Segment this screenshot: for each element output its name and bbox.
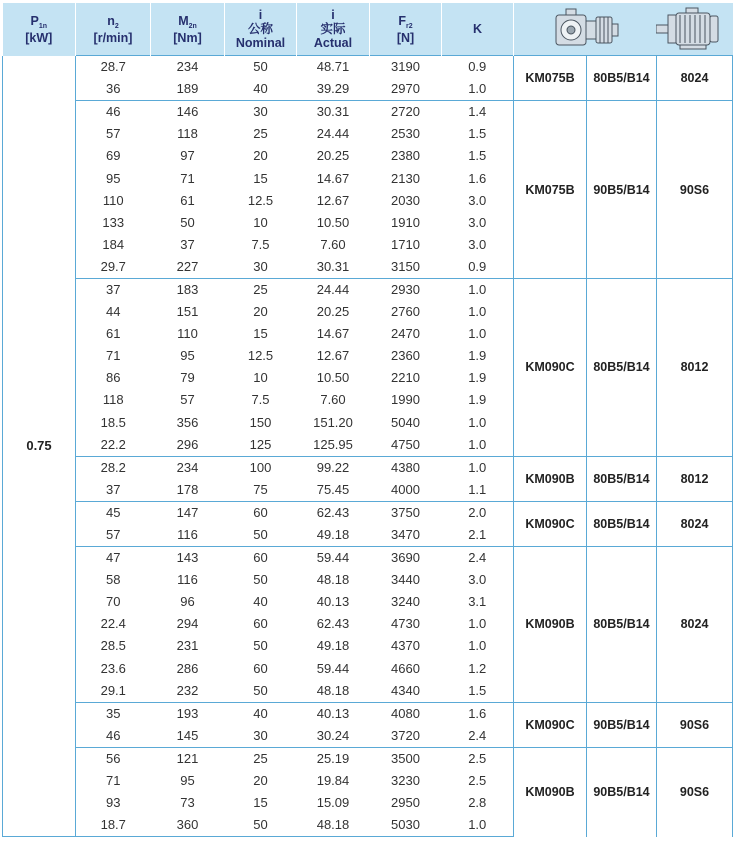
torque-cell: 73 — [180, 795, 195, 811]
service-factor-cell: 2.8 — [468, 795, 487, 811]
speed-cell: 45 — [76, 501, 151, 524]
torque-cell: 110 — [177, 326, 198, 342]
service-factor-cell: 1.0 — [468, 414, 487, 430]
ratio-nominal-cell: 40 — [253, 81, 268, 97]
torque-cell: 116 — [177, 527, 198, 543]
service-factor-cell: 1.0 — [442, 278, 514, 301]
radial-load-cell: 2970 — [391, 81, 420, 97]
speed-cell: 18.7 — [76, 814, 151, 837]
ratio-actual-cell: 19.84 — [316, 773, 350, 789]
radial-load-cell: 3440 — [391, 572, 420, 588]
motor-code-cell: 8012 — [657, 456, 733, 501]
flange-cell: 90B5/B14 — [587, 747, 657, 836]
service-factor-cell: 2.0 — [442, 501, 514, 524]
model-cell: KM090C — [514, 702, 587, 747]
motor-code-cell: 90S6 — [657, 747, 733, 836]
ratio-actual-cell: 48.18 — [297, 814, 370, 837]
left-edge-line — [2, 140, 3, 330]
ratio-nominal-cell: 15 — [253, 795, 268, 811]
ratio-actual-cell: 15.09 — [316, 795, 350, 811]
model-cell: KM075B — [514, 101, 587, 279]
ratio-actual-cell: 49.18 — [316, 527, 350, 543]
torque-cell: 50 — [180, 214, 195, 230]
ratio-nominal-cell: 50 — [253, 638, 268, 654]
ratio-nominal-cell: 10 — [253, 214, 268, 230]
speed-cell: 110 — [102, 192, 124, 208]
speed-cell: 44 — [106, 304, 121, 320]
ratio-nominal-cell: 75 — [253, 481, 268, 497]
torque-cell: 151 — [176, 304, 199, 320]
header-radial-load: $F_{r2}$ [N] — [370, 3, 442, 56]
torque-cell: 96 — [180, 594, 195, 610]
ratio-actual-cell: 151.20 — [313, 414, 353, 430]
torque-cell: 356 — [176, 414, 199, 430]
service-factor-cell: 1.6 — [442, 702, 514, 725]
torque-cell: 61 — [180, 192, 195, 208]
radial-load-cell: 5040 — [391, 414, 420, 430]
ratio-nominal-cell: 60 — [225, 501, 297, 524]
radial-load-cell: 4380 — [370, 456, 442, 479]
ratio-nominal-cell: 7.5 — [251, 392, 270, 408]
ratio-actual-cell: 48.18 — [316, 572, 350, 588]
torque-cell: 118 — [177, 126, 198, 142]
speed-cell: 86 — [106, 370, 121, 386]
ratio-nominal-cell: 20 — [253, 773, 268, 789]
ratio-nominal-cell: 20 — [253, 304, 268, 320]
service-factor-cell: 3.0 — [468, 192, 487, 208]
ratio-actual-cell: 48.71 — [297, 56, 370, 79]
torque-cell: 37 — [180, 236, 195, 252]
radial-load-cell: 3240 — [391, 594, 420, 610]
ratio-actual-cell: 40.13 — [297, 702, 370, 725]
service-factor-cell: 3.0 — [468, 236, 487, 252]
ratio-actual-cell: 62.43 — [316, 616, 350, 632]
ratio-actual-cell: 14.67 — [316, 170, 350, 186]
radial-load-cell: 2380 — [391, 148, 420, 164]
ratio-actual-cell: 62.43 — [297, 501, 370, 524]
performance-table — [2, 3, 733, 837]
ratio-nominal-cell: 60 — [225, 547, 297, 570]
radial-load-cell: 5030 — [370, 814, 442, 837]
torque-cell: 95 — [180, 348, 195, 364]
ratio-actual-cell: 49.18 — [316, 638, 350, 654]
speed-cell: 29.1 — [100, 682, 126, 698]
radial-load-cell: 2950 — [391, 795, 420, 811]
header-icons — [514, 3, 733, 56]
ratio-actual-cell: 30.24 — [316, 727, 350, 743]
radial-load-cell: 4080 — [370, 702, 442, 725]
ratio-actual-cell: 25.19 — [297, 747, 370, 770]
speed-cell: 70 — [106, 594, 121, 610]
radial-load-cell: 4000 — [391, 481, 420, 497]
flange-cell: 80B5/B14 — [587, 456, 657, 501]
speed-cell: 37 — [76, 278, 151, 301]
torque-cell: 294 — [176, 616, 199, 632]
ratio-nominal-cell: 50 — [225, 814, 297, 837]
speed-cell: 69 — [106, 148, 121, 164]
ratio-nominal-cell: 50 — [253, 527, 268, 543]
radial-load-cell: 2130 — [391, 170, 420, 186]
service-factor-cell: 1.0 — [468, 81, 487, 97]
motor-code-cell: 90S6 — [657, 702, 733, 747]
service-factor-cell: 1.9 — [468, 370, 487, 386]
radial-load-cell: 4750 — [391, 436, 420, 452]
model-cell: KM090B — [514, 547, 587, 703]
table-row — [3, 747, 733, 770]
torque-cell: 227 — [176, 258, 199, 274]
ratio-actual-cell: 59.44 — [316, 660, 350, 676]
service-factor-cell: 0.9 — [442, 56, 514, 79]
power-cell: 0.75 — [3, 56, 76, 837]
header-ratio-actual: i 实际 Actual — [297, 3, 370, 56]
service-factor-cell: 3.0 — [468, 214, 487, 230]
motor-code-cell: 8024 — [657, 501, 733, 546]
ratio-nominal-cell: 15 — [253, 326, 268, 342]
ratio-nominal-cell: 50 — [225, 56, 297, 79]
ratio-actual-cell: 48.18 — [316, 682, 350, 698]
ratio-actual-cell: 14.67 — [316, 326, 350, 342]
service-factor-cell: 1.4 — [442, 101, 514, 124]
speed-cell: 28.7 — [76, 56, 151, 79]
ratio-actual-cell: 125.95 — [313, 436, 353, 452]
service-factor-cell: 1.2 — [468, 660, 487, 676]
torque-cell: 145 — [176, 727, 199, 743]
radial-load-cell: 2030 — [391, 192, 420, 208]
ratio-nominal-cell: 50 — [253, 682, 268, 698]
ratio-nominal-cell: 20 — [253, 148, 268, 164]
torque-cell: 97 — [180, 148, 195, 164]
ratio-actual-cell: 59.44 — [297, 547, 370, 570]
torque-cell: 183 — [151, 278, 225, 301]
radial-load-cell: 2530 — [391, 126, 420, 142]
ratio-actual-cell: 10.50 — [316, 370, 350, 386]
table-row — [3, 501, 733, 524]
torque-cell: 286 — [176, 660, 199, 676]
radial-load-cell: 3230 — [391, 773, 420, 789]
speed-cell: 93 — [106, 795, 121, 811]
ratio-nominal-cell: 15 — [253, 170, 268, 186]
worm-gearbox-icon — [554, 7, 620, 54]
motor-code-cell: 8024 — [657, 547, 733, 703]
torque-cell: 189 — [176, 81, 199, 97]
torque-cell: 95 — [180, 773, 195, 789]
header-output-torque: $M_{2n}$ [Nm] — [151, 3, 225, 56]
speed-cell: 22.4 — [100, 616, 126, 632]
torque-cell: 79 — [180, 370, 195, 386]
radial-load-cell: 4370 — [391, 638, 420, 654]
service-factor-cell: 1.0 — [468, 304, 487, 320]
table-row — [3, 702, 733, 725]
radial-load-cell: 1990 — [391, 392, 420, 408]
speed-cell: 95 — [106, 170, 121, 186]
service-factor-cell: 0.9 — [468, 258, 487, 274]
radial-load-cell: 3470 — [391, 527, 420, 543]
ratio-nominal-cell: 12.5 — [247, 192, 274, 208]
service-factor-cell: 2.5 — [468, 773, 487, 789]
service-factor-cell: 1.0 — [442, 456, 514, 479]
ratio-actual-cell: 24.44 — [297, 278, 370, 301]
speed-cell: 29.7 — [100, 258, 126, 274]
flange-cell: 90B5/B14 — [587, 101, 657, 279]
torque-cell: 57 — [180, 392, 195, 408]
speed-cell: 23.6 — [100, 660, 126, 676]
motor-code-cell: 8012 — [657, 278, 733, 456]
radial-load-cell: 2470 — [391, 326, 420, 342]
radial-load-cell: 2360 — [391, 348, 420, 364]
speed-cell: 61 — [106, 326, 121, 342]
torque-cell: 146 — [151, 101, 225, 124]
flange-cell: 80B5/B14 — [587, 56, 657, 101]
radial-load-cell: 2760 — [391, 304, 420, 320]
torque-cell: 234 — [151, 56, 225, 79]
ratio-actual-cell: 12.67 — [316, 192, 350, 208]
speed-cell: 57 — [106, 126, 121, 142]
service-factor-cell: 1.0 — [442, 814, 514, 837]
speed-cell: 28.2 — [76, 456, 151, 479]
header-ratio-nominal: i 公称 Nominal — [225, 3, 297, 56]
model-cell: KM090C — [514, 278, 587, 456]
ratio-actual-cell: 30.31 — [316, 258, 350, 274]
model-cell: KM090B — [514, 747, 587, 836]
table-row — [3, 456, 733, 479]
speed-cell: 46 — [76, 101, 151, 124]
ratio-nominal-cell: 40 — [225, 702, 297, 725]
service-factor-cell: 1.0 — [468, 436, 487, 452]
ratio-nominal-cell: 30 — [225, 101, 297, 124]
speed-cell: 18.5 — [100, 414, 126, 430]
torque-cell: 234 — [151, 456, 225, 479]
ratio-actual-cell: 39.29 — [316, 81, 350, 97]
speed-cell: 36 — [106, 81, 121, 97]
radial-load-cell: 2720 — [370, 101, 442, 124]
model-cell: KM090C — [514, 501, 587, 546]
torque-cell: 296 — [176, 436, 199, 452]
ratio-actual-cell: 7.60 — [320, 236, 346, 252]
ratio-actual-cell: 75.45 — [316, 481, 350, 497]
radial-load-cell: 4340 — [391, 682, 420, 698]
flange-cell: 90B5/B14 — [587, 702, 657, 747]
flange-cell: 80B5/B14 — [587, 501, 657, 546]
service-factor-cell: 1.6 — [468, 170, 487, 186]
speed-cell: 133 — [102, 214, 125, 230]
radial-load-cell: 2210 — [391, 370, 420, 386]
speed-cell: 184 — [102, 236, 125, 252]
ratio-nominal-cell: 7.5 — [251, 236, 270, 252]
ratio-actual-cell: 40.13 — [316, 594, 350, 610]
torque-cell: 121 — [151, 747, 225, 770]
table-row — [3, 101, 733, 124]
ratio-actual-cell: 24.44 — [316, 126, 350, 142]
ratio-nominal-cell: 125 — [249, 436, 272, 452]
ratio-nominal-cell: 30 — [253, 258, 268, 274]
speed-cell: 58 — [106, 572, 121, 588]
service-factor-cell: 2.1 — [468, 527, 487, 543]
ratio-nominal-cell: 10 — [253, 370, 268, 386]
ratio-nominal-cell: 40 — [253, 594, 268, 610]
header-row — [3, 3, 733, 56]
speed-cell: 46 — [106, 727, 121, 743]
table-row — [3, 278, 733, 301]
ratio-actual-cell: 20.25 — [316, 148, 350, 164]
ratio-actual-cell: 10.50 — [316, 214, 350, 230]
service-factor-cell: 3.1 — [468, 594, 487, 610]
radial-load-cell: 4660 — [391, 660, 420, 676]
service-factor-cell: 2.5 — [442, 747, 514, 770]
ratio-nominal-cell: 100 — [225, 456, 297, 479]
motor-code-cell: 8024 — [657, 56, 733, 101]
service-factor-cell: 1.0 — [468, 638, 487, 654]
torque-cell: 360 — [151, 814, 225, 837]
ratio-nominal-cell: 25 — [225, 747, 297, 770]
service-factor-cell: 1.0 — [468, 616, 487, 632]
radial-load-cell: 1910 — [391, 214, 420, 230]
radial-load-cell: 3500 — [370, 747, 442, 770]
header-power: $P_{1n}$ [kW] — [3, 3, 76, 56]
ratio-nominal-cell: 25 — [225, 278, 297, 301]
ratio-actual-cell: 30.31 — [297, 101, 370, 124]
torque-cell: 143 — [151, 547, 225, 570]
service-factor-cell: 1.9 — [468, 392, 487, 408]
table-row — [3, 547, 733, 570]
service-factor-cell: 1.9 — [468, 348, 487, 364]
speed-cell: 47 — [76, 547, 151, 570]
service-factor-cell: 1.1 — [468, 481, 487, 497]
speed-cell: 28.5 — [100, 638, 126, 654]
ratio-nominal-cell: 25 — [253, 126, 268, 142]
speed-cell: 118 — [102, 392, 124, 408]
ratio-nominal-cell: 12.5 — [247, 348, 274, 364]
service-factor-cell: 3.0 — [468, 572, 487, 588]
header-service-factor: K — [442, 3, 514, 56]
model-cell: KM075B — [514, 56, 587, 101]
ratio-nominal-cell: 60 — [253, 660, 268, 676]
ratio-actual-cell: 12.67 — [316, 348, 350, 364]
speed-cell: 57 — [106, 527, 121, 543]
ratio-nominal-cell: 30 — [253, 727, 268, 743]
service-factor-cell: 1.5 — [468, 148, 487, 164]
ratio-actual-cell: 20.25 — [316, 304, 350, 320]
service-factor-cell: 1.5 — [468, 682, 487, 698]
torque-cell: 178 — [176, 481, 199, 497]
ratio-nominal-cell: 60 — [253, 616, 268, 632]
torque-cell: 232 — [176, 682, 199, 698]
electric-motor-icon — [656, 7, 722, 54]
service-factor-cell: 1.0 — [468, 326, 487, 342]
torque-cell: 147 — [151, 501, 225, 524]
ratio-nominal-cell: 50 — [253, 572, 268, 588]
speed-cell: 56 — [76, 747, 151, 770]
service-factor-cell: 1.5 — [468, 126, 487, 142]
radial-load-cell: 1710 — [391, 236, 420, 252]
torque-cell: 193 — [151, 702, 225, 725]
radial-load-cell: 3690 — [370, 547, 442, 570]
radial-load-cell: 2930 — [370, 278, 442, 301]
speed-cell: 35 — [76, 702, 151, 725]
table-row — [3, 56, 733, 79]
torque-cell: 116 — [177, 572, 198, 588]
ratio-actual-cell: 99.22 — [297, 456, 370, 479]
flange-cell: 80B5/B14 — [587, 547, 657, 703]
motor-code-cell: 90S6 — [657, 101, 733, 279]
radial-load-cell: 3190 — [370, 56, 442, 79]
flange-cell: 80B5/B14 — [587, 278, 657, 456]
service-factor-cell: 2.4 — [442, 547, 514, 570]
ratio-nominal-cell: 150 — [249, 414, 272, 430]
speed-cell: 22.2 — [100, 436, 126, 452]
radial-load-cell: 3750 — [370, 501, 442, 524]
torque-cell: 231 — [176, 638, 199, 654]
speed-cell: 71 — [106, 773, 121, 789]
radial-load-cell: 3720 — [391, 727, 420, 743]
speed-cell: 71 — [106, 348, 121, 364]
radial-load-cell: 4730 — [391, 616, 420, 632]
model-cell: KM090B — [514, 456, 587, 501]
torque-cell: 71 — [180, 170, 195, 186]
header-output-speed: $n_2$ [r/min] — [76, 3, 151, 56]
ratio-actual-cell: 7.60 — [320, 392, 346, 408]
service-factor-cell: 2.4 — [468, 727, 487, 743]
radial-load-cell: 3150 — [391, 258, 420, 274]
speed-cell: 37 — [106, 481, 121, 497]
